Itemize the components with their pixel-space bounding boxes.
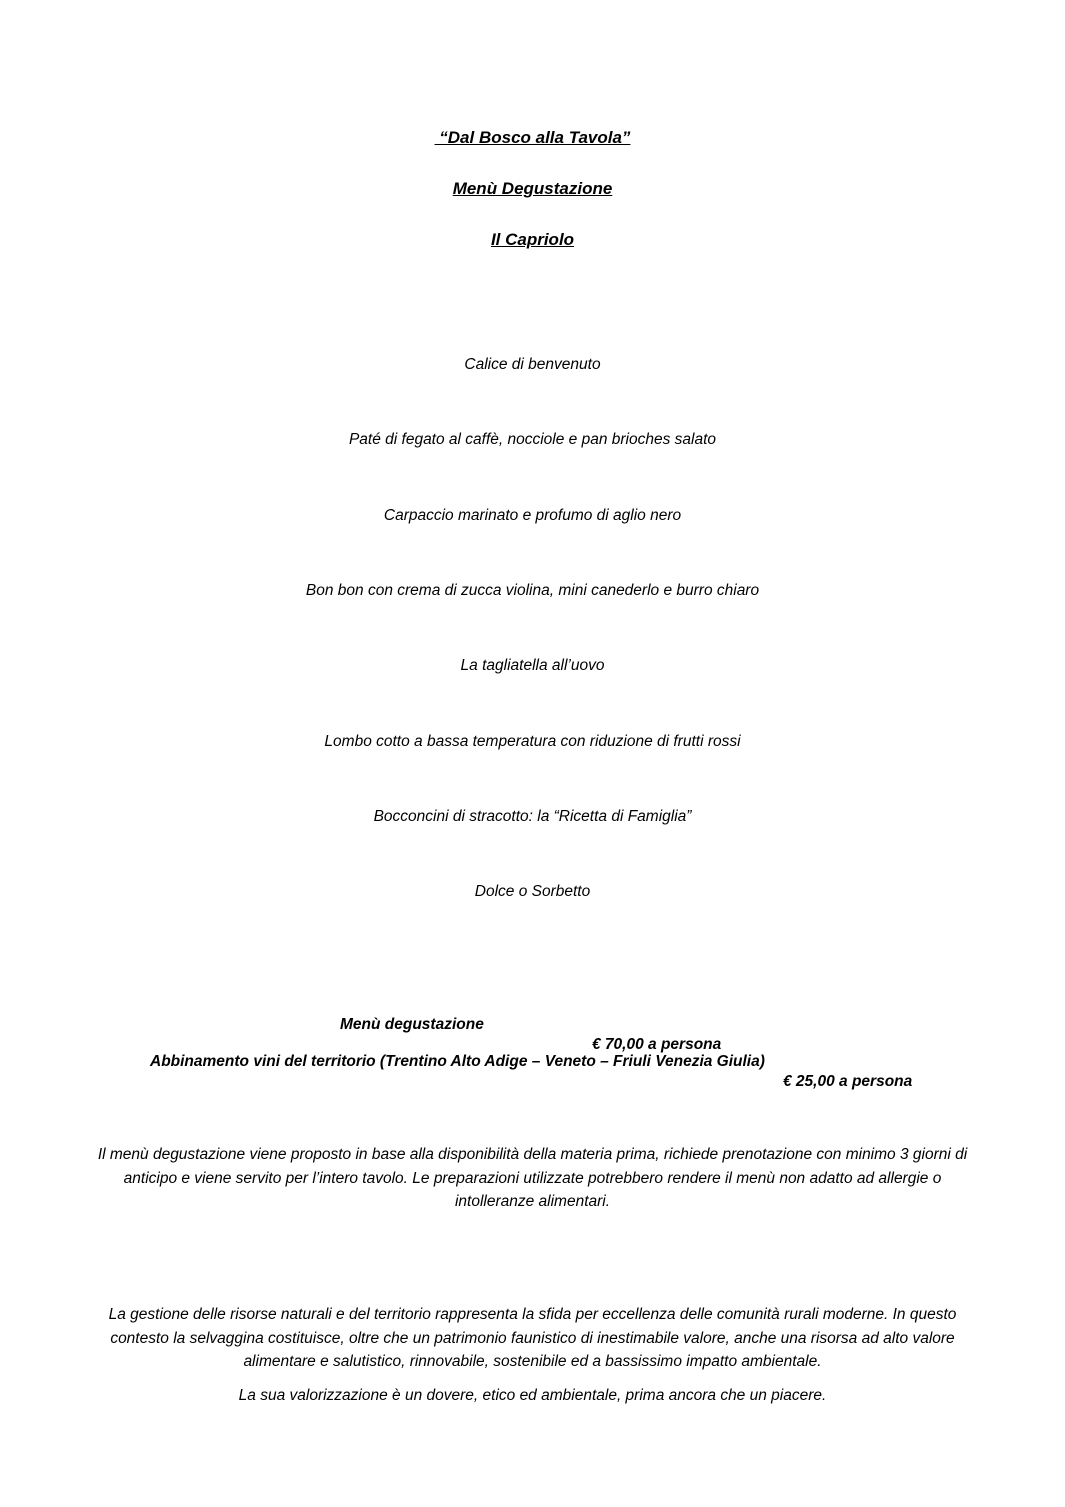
wine-pairing-label: Abbinamento vini del territorio (Trentino Alto Adige – Veneto – Friuli Venezia Giulia)	[150, 1053, 765, 1070]
availability-note: Il menù degustazione viene proposto in base alla disponibilità della materia prima, richiede prenotazione con minimo 3 giorni di anticipo e viene servito per l’intero tavolo. Le preparazioni utilizzate potrebbero rendere il menù non adatto ad allergie o intolleranze alimentari.	[97, 1146, 968, 1210]
menu-name: Il Capriolo	[490, 230, 575, 249]
course-item: Bocconcini di stracotto: la “Ricetta di Famiglia”	[373, 808, 692, 825]
closing-note: La sua valorizzazione è un dovere, etico ed ambientale, prima ancora che un piacere.	[238, 1387, 827, 1404]
course-item: Carpaccio marinato e profumo di aglio nero	[383, 507, 682, 524]
wine-pairing-price: € 25,00 a persona	[783, 1073, 913, 1090]
course-item: Lombo cotto a bassa temperatura con riduzione di frutti rossi	[324, 733, 741, 750]
course-item: Dolce o Sorbetto	[474, 883, 591, 900]
menu-price-label: Menù degustazione	[340, 1016, 484, 1033]
course-item: Bon bon con crema di zucca violina, mini canederlo e burro chiaro	[305, 582, 760, 599]
course-item: Paté di fegato al caffè, nocciole e pan brioches salato	[348, 431, 717, 448]
sustainability-note: La gestione delle risorse naturali e del territorio rappresenta la sfida per eccellenza delle comunità rurali moderne. In questo contesto la selvaggina costituisce, oltre che un patrimonio faunistico di inestimabile valore, anche una risorsa ad alto valore alimentare e salutistico, rinnovabile, sostenibile ed a bassissimo impatto ambientale.	[108, 1306, 957, 1370]
menu-price-value: € 70,00 a persona	[592, 1036, 722, 1053]
wine-price-row	[0, 1032, 1065, 1112]
menu-subtitle: Menù Degustazione	[452, 179, 613, 198]
course-item: La tagliatella all’uovo	[460, 657, 605, 674]
menu-title: “Dal Bosco alla Tavola”	[434, 128, 631, 147]
course-item: Calice di benvenuto	[464, 356, 601, 373]
